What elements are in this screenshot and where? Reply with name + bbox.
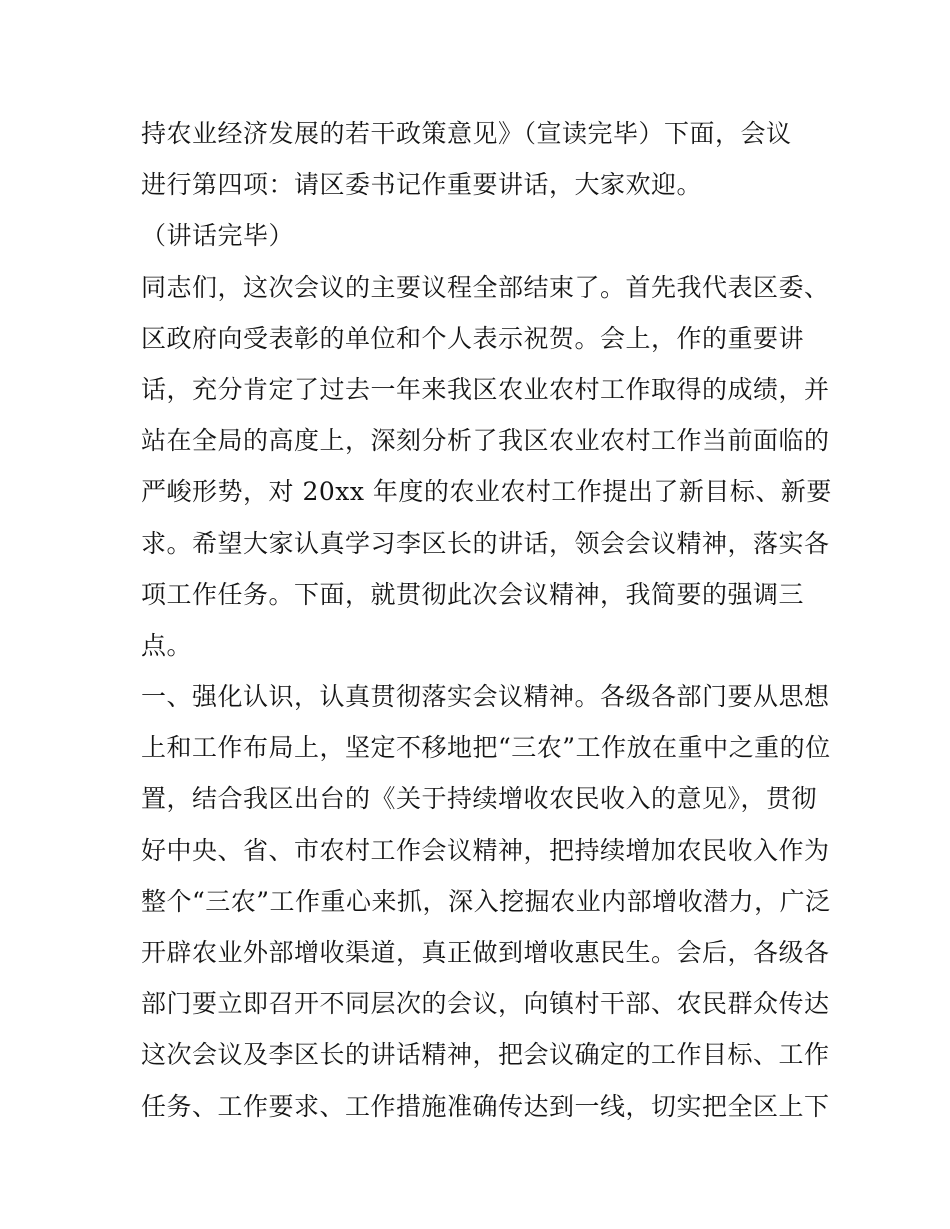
body-text <box>141 108 832 1132</box>
text-line: 区政府向受表彰的单位和个人表示祝贺。会上，作的重要讲 <box>141 323 805 353</box>
text-line: 整个“三农”工作重心来抓，深入挖掘农业内部增收潜力，广泛 <box>141 886 831 916</box>
text-line: 同志们，这次会议的主要议程全部结束了。首先我代表区委、 <box>141 272 830 302</box>
text-line: 站在全局的高度上，深刻分析了我区农业农村工作当前面临的 <box>141 426 830 456</box>
text-line: 点。 <box>141 630 193 660</box>
text-line: 严峻形势，对 20xx 年度的农业农村工作提出了新目标、新要 <box>141 477 832 507</box>
text-line: （讲话完毕） <box>141 221 295 251</box>
text-line: 开辟农业外部增收渠道，真正做到增收惠民生。会后，各级各 <box>141 938 830 967</box>
text-line: 置，结合我区出台的《关于持续增收农民收入的意见》，贯彻 <box>141 784 818 814</box>
text-line: 这次会议及李区长的讲话精神，把会议确定的工作目标、工作 <box>141 1040 830 1070</box>
text-line: 任务、工作要求、工作措施准确传达到一线，切实把全区上下 <box>141 1091 830 1121</box>
text-line: 持农业经济发展的若干政策意见》（宣读完毕）下面，会议 <box>141 119 792 148</box>
text-line: 进行第四项：请区委书记作重要讲话，大家欢迎。 <box>141 170 703 200</box>
text-line: 项工作任务。下面，就贯彻此次会议精神，我简要的强调三 <box>141 579 805 609</box>
text-line: 好中央、省、市农村工作会议精神，把持续增加农民收入作为 <box>141 835 830 865</box>
text-line: 部门要立即召开不同层次的会议，向镇村干部、农民群众传达 <box>141 989 830 1019</box>
text-line: 求。希望大家认真学习李区长的讲话，领会会议精神，落实各 <box>141 528 830 558</box>
text-line: 一、强化认识，认真贯彻落实会议精神。各级各部门要从思想 <box>141 682 830 712</box>
text-line: 话，充分肯定了过去一年来我区农业农村工作取得的成绩，并 <box>141 374 830 404</box>
text-line: 上和工作布局上，坚定不移地把“三农”工作放在重中之重的位 <box>141 733 831 763</box>
